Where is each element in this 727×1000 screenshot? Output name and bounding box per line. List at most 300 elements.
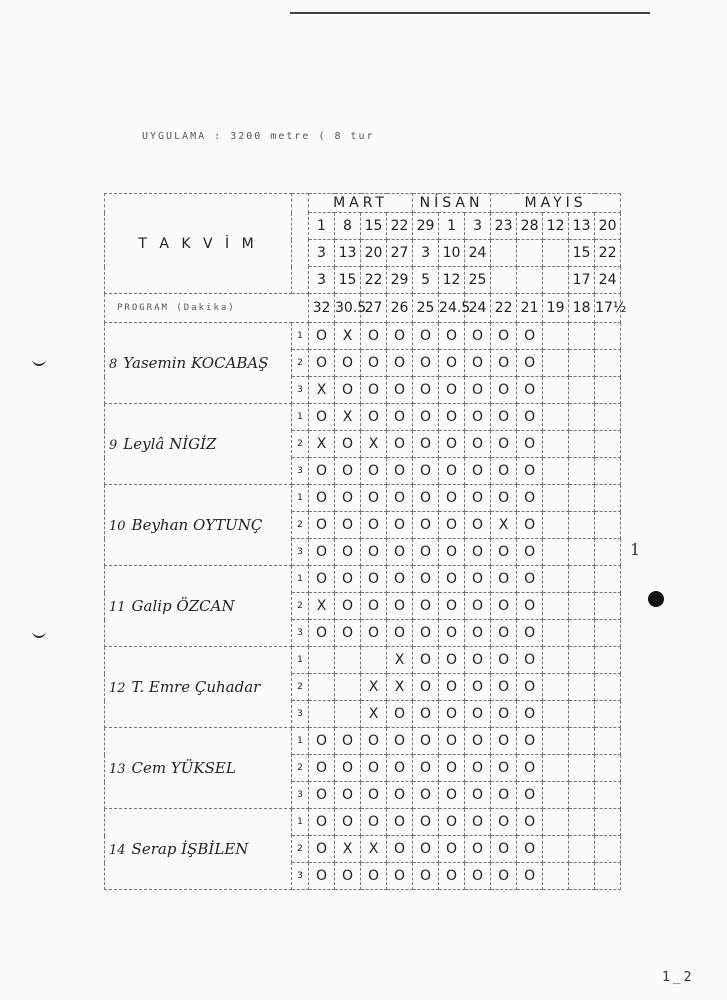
mark-cell: O: [439, 539, 465, 566]
mark-cell: [543, 647, 569, 674]
mark-cell: [569, 782, 595, 809]
mark-cell: O: [439, 755, 465, 782]
mark-cell: O: [517, 863, 543, 890]
mark-cell: O: [413, 350, 439, 377]
mark-cell: O: [465, 728, 491, 755]
program-row: [105, 294, 621, 323]
mark-cell: O: [309, 350, 335, 377]
mark-cell: [595, 323, 621, 350]
program-value: 22: [491, 294, 517, 323]
student-row: [105, 647, 621, 674]
student-name-cell: [105, 404, 292, 485]
mark-cell: O: [465, 782, 491, 809]
mark-cell: O: [361, 809, 387, 836]
mark-cell: O: [439, 647, 465, 674]
mark-cell: X: [309, 431, 335, 458]
mark-cell: O: [361, 728, 387, 755]
mark-cell: O: [465, 836, 491, 863]
mark-cell: O: [465, 755, 491, 782]
student-number: 9: [109, 438, 118, 453]
mark-cell: [543, 674, 569, 701]
program-value: 18: [569, 294, 595, 323]
attempt-index: 1: [292, 404, 309, 431]
mark-cell: [595, 674, 621, 701]
date-cell: 29: [413, 213, 439, 240]
mark-cell: O: [491, 728, 517, 755]
takvim-label: T A K V İ M: [105, 194, 292, 294]
mark-cell: O: [465, 620, 491, 647]
mark-cell: O: [413, 404, 439, 431]
mark-cell: [543, 431, 569, 458]
program-value: 19: [543, 294, 569, 323]
mark-cell: O: [517, 647, 543, 674]
student-row: [105, 404, 621, 431]
date-cell: [491, 267, 517, 294]
mark-cell: [595, 377, 621, 404]
mark-cell: O: [361, 620, 387, 647]
mark-cell: X: [361, 431, 387, 458]
mark-cell: [569, 701, 595, 728]
attempt-index: 3: [292, 620, 309, 647]
attempt-index: 1: [292, 566, 309, 593]
mark-cell: O: [361, 539, 387, 566]
mark-cell: O: [465, 323, 491, 350]
mark-cell: O: [491, 485, 517, 512]
mark-cell: [595, 782, 621, 809]
student-name: Cem YÜKSEL: [131, 759, 236, 777]
date-cell: 28: [517, 213, 543, 240]
student-name-cell: [105, 728, 292, 809]
mark-cell: O: [387, 404, 413, 431]
mark-cell: O: [439, 350, 465, 377]
mark-cell: O: [387, 566, 413, 593]
mark-cell: O: [387, 809, 413, 836]
student-number: 10: [109, 519, 126, 534]
mark-cell: O: [361, 566, 387, 593]
program-value: 26: [387, 294, 413, 323]
attempt-index: 2: [292, 512, 309, 539]
student-row: [105, 323, 621, 350]
mark-cell: O: [387, 593, 413, 620]
index-spacer: [292, 194, 309, 294]
date-cell: 13: [335, 240, 361, 267]
attempt-index: 1: [292, 728, 309, 755]
mark-cell: O: [439, 566, 465, 593]
attempt-index: 3: [292, 539, 309, 566]
mark-cell: O: [387, 323, 413, 350]
student-name: Leylâ NİGİZ: [123, 435, 217, 453]
date-cell: 3: [413, 240, 439, 267]
mark-cell: O: [465, 539, 491, 566]
mark-cell: O: [491, 701, 517, 728]
mark-cell: O: [465, 593, 491, 620]
mark-cell: O: [413, 782, 439, 809]
date-cell: 24: [465, 240, 491, 267]
mark-cell: O: [517, 674, 543, 701]
mark-cell: [569, 863, 595, 890]
mark-cell: O: [309, 458, 335, 485]
mark-cell: O: [335, 863, 361, 890]
mark-cell: O: [413, 539, 439, 566]
mark-cell: O: [309, 566, 335, 593]
attempt-index: 3: [292, 863, 309, 890]
mark-cell: [569, 620, 595, 647]
mark-cell: O: [517, 485, 543, 512]
mark-cell: O: [413, 566, 439, 593]
date-cell: 24: [595, 267, 621, 294]
mark-cell: O: [413, 485, 439, 512]
mark-cell: [543, 620, 569, 647]
mark-cell: O: [335, 728, 361, 755]
mark-cell: O: [387, 755, 413, 782]
attempt-index: 1: [292, 809, 309, 836]
student-name-cell: [105, 323, 292, 404]
mark-cell: O: [517, 809, 543, 836]
student-row: [105, 566, 621, 593]
mark-cell: O: [387, 836, 413, 863]
mark-cell: O: [387, 620, 413, 647]
mark-cell: [569, 539, 595, 566]
mark-cell: O: [361, 863, 387, 890]
student-name: Yasemin KOCABAŞ: [123, 354, 269, 372]
mark-cell: [569, 836, 595, 863]
mark-cell: [595, 566, 621, 593]
attempt-index: 2: [292, 755, 309, 782]
mark-cell: O: [491, 350, 517, 377]
mark-cell: [569, 647, 595, 674]
mark-cell: O: [335, 485, 361, 512]
student-name: Galip ÖZCAN: [131, 597, 235, 615]
mark-cell: O: [517, 512, 543, 539]
mark-cell: [569, 485, 595, 512]
mark-cell: O: [491, 458, 517, 485]
schedule-table: [104, 193, 627, 890]
mark-cell: O: [387, 350, 413, 377]
mark-cell: O: [335, 458, 361, 485]
program-value: 21: [517, 294, 543, 323]
mark-cell: O: [439, 377, 465, 404]
month-header: MART: [309, 194, 413, 213]
mark-cell: O: [413, 431, 439, 458]
mark-cell: O: [413, 809, 439, 836]
mark-cell: [543, 728, 569, 755]
mark-cell: [543, 485, 569, 512]
mark-cell: O: [465, 458, 491, 485]
student-number: 12: [109, 681, 126, 696]
mark-cell: [569, 323, 595, 350]
program-label: PROGRAM (Dakika): [105, 294, 309, 323]
date-cell: 3: [309, 240, 335, 267]
mark-cell: [595, 701, 621, 728]
mark-cell: O: [491, 377, 517, 404]
binder-hole-icon: [32, 356, 46, 366]
mark-cell: [543, 782, 569, 809]
mark-cell: O: [491, 404, 517, 431]
mark-cell: O: [439, 782, 465, 809]
mark-cell: [543, 512, 569, 539]
mark-cell: O: [491, 620, 517, 647]
mark-cell: O: [491, 566, 517, 593]
mark-cell: [569, 377, 595, 404]
program-value: 24.5: [439, 294, 465, 323]
student-name-cell: [105, 647, 292, 728]
mark-cell: O: [413, 647, 439, 674]
mark-cell: O: [309, 728, 335, 755]
mark-cell: O: [517, 377, 543, 404]
date-cell: 23: [491, 213, 517, 240]
mark-cell: X: [361, 674, 387, 701]
month-header: MAYIS: [491, 194, 621, 213]
mark-cell: O: [439, 863, 465, 890]
attempt-index: 2: [292, 431, 309, 458]
program-value: 27: [361, 294, 387, 323]
mark-cell: O: [309, 620, 335, 647]
date-cell: 15: [335, 267, 361, 294]
program-value: 24: [465, 294, 491, 323]
mark-cell: O: [439, 458, 465, 485]
student-number: 8: [109, 357, 118, 372]
mark-cell: O: [361, 782, 387, 809]
mark-cell: O: [387, 431, 413, 458]
mark-cell: O: [517, 323, 543, 350]
mark-cell: O: [491, 755, 517, 782]
mark-cell: [595, 458, 621, 485]
mark-cell: O: [335, 431, 361, 458]
mark-cell: O: [309, 782, 335, 809]
binder-hole-icon: [32, 628, 46, 638]
mark-cell: [595, 404, 621, 431]
date-cell: 25: [465, 267, 491, 294]
mark-cell: O: [439, 836, 465, 863]
mark-cell: [569, 674, 595, 701]
program-value: 30.5: [335, 294, 361, 323]
student-name: T. Emre Çuhadar: [131, 678, 261, 696]
mark-cell: O: [491, 647, 517, 674]
mark-cell: [543, 566, 569, 593]
date-cell: [491, 240, 517, 267]
mark-cell: O: [335, 593, 361, 620]
mark-cell: O: [309, 836, 335, 863]
mark-cell: O: [387, 782, 413, 809]
mark-cell: O: [465, 377, 491, 404]
mark-cell: [543, 323, 569, 350]
mark-cell: O: [387, 728, 413, 755]
mark-cell: O: [335, 620, 361, 647]
mark-cell: [595, 539, 621, 566]
mark-cell: [595, 728, 621, 755]
mark-cell: O: [387, 458, 413, 485]
page-title: UYGULAMA : 3200 metre ( 8 tur: [142, 131, 375, 142]
date-cell: 1: [439, 213, 465, 240]
mark-cell: [569, 566, 595, 593]
mark-cell: [595, 647, 621, 674]
attempt-index: 2: [292, 350, 309, 377]
date-cell: 12: [543, 213, 569, 240]
mark-cell: [595, 431, 621, 458]
side-note: 1: [630, 540, 641, 559]
mark-cell: [335, 701, 361, 728]
mark-cell: O: [491, 431, 517, 458]
mark-cell: O: [465, 647, 491, 674]
mark-cell: O: [335, 350, 361, 377]
student-number: 13: [109, 762, 126, 777]
mark-cell: O: [439, 404, 465, 431]
mark-cell: O: [465, 674, 491, 701]
mark-cell: [595, 350, 621, 377]
mark-cell: O: [439, 593, 465, 620]
mark-cell: [543, 809, 569, 836]
mark-cell: O: [387, 539, 413, 566]
mark-cell: O: [491, 539, 517, 566]
mark-cell: O: [517, 404, 543, 431]
attempt-index: 3: [292, 458, 309, 485]
student-row: [105, 809, 621, 836]
mark-cell: O: [413, 377, 439, 404]
mark-cell: O: [465, 431, 491, 458]
mark-cell: O: [439, 728, 465, 755]
mark-cell: O: [413, 701, 439, 728]
date-cell: [543, 240, 569, 267]
mark-cell: [595, 809, 621, 836]
date-cell: 22: [361, 267, 387, 294]
month-header: NİSAN: [413, 194, 491, 213]
date-cell: 22: [595, 240, 621, 267]
mark-cell: O: [413, 836, 439, 863]
mark-cell: [569, 512, 595, 539]
mark-cell: [543, 539, 569, 566]
mark-cell: O: [465, 809, 491, 836]
mark-cell: O: [361, 458, 387, 485]
mark-cell: O: [517, 458, 543, 485]
mark-cell: [595, 593, 621, 620]
attempt-index: 3: [292, 377, 309, 404]
program-value: 32: [309, 294, 335, 323]
mark-cell: X: [387, 647, 413, 674]
mark-cell: [309, 701, 335, 728]
mark-cell: [335, 647, 361, 674]
mark-cell: [543, 863, 569, 890]
mark-cell: O: [335, 782, 361, 809]
student-name: Serap İŞBİLEN: [131, 840, 249, 858]
mark-cell: [595, 836, 621, 863]
mark-cell: [569, 350, 595, 377]
mark-cell: O: [413, 323, 439, 350]
mark-cell: O: [491, 593, 517, 620]
mark-cell: [569, 809, 595, 836]
page-number: 1_2: [662, 970, 695, 985]
mark-cell: [569, 755, 595, 782]
mark-cell: O: [361, 377, 387, 404]
mark-cell: O: [309, 485, 335, 512]
date-cell: 20: [361, 240, 387, 267]
attempt-index: 3: [292, 701, 309, 728]
date-cell: 15: [569, 240, 595, 267]
mark-cell: O: [517, 620, 543, 647]
student-number: 11: [109, 600, 126, 615]
date-cell: 10: [439, 240, 465, 267]
mark-cell: O: [491, 323, 517, 350]
attendance-sheet: [104, 193, 627, 928]
mark-cell: O: [309, 323, 335, 350]
date-cell: 3: [465, 213, 491, 240]
mark-cell: O: [439, 620, 465, 647]
mark-cell: O: [413, 620, 439, 647]
mark-cell: X: [309, 593, 335, 620]
mark-cell: [543, 404, 569, 431]
attempt-index: 1: [292, 647, 309, 674]
date-cell: 27: [387, 240, 413, 267]
mark-cell: O: [335, 566, 361, 593]
student-row: [105, 728, 621, 755]
mark-cell: O: [413, 458, 439, 485]
mark-cell: O: [361, 485, 387, 512]
mark-cell: O: [439, 674, 465, 701]
student-number: 14: [109, 843, 126, 858]
mark-cell: O: [309, 863, 335, 890]
mark-cell: [569, 404, 595, 431]
date-cell: 3: [309, 267, 335, 294]
mark-cell: O: [309, 755, 335, 782]
mark-cell: O: [309, 404, 335, 431]
date-cell: [543, 267, 569, 294]
student-row: [105, 485, 621, 512]
mark-cell: O: [517, 539, 543, 566]
mark-cell: O: [413, 755, 439, 782]
attempt-index: 1: [292, 485, 309, 512]
mark-cell: [543, 458, 569, 485]
mark-cell: O: [439, 431, 465, 458]
mark-cell: O: [465, 701, 491, 728]
mark-cell: [335, 674, 361, 701]
mark-cell: [543, 593, 569, 620]
mark-cell: X: [335, 404, 361, 431]
date-cell: 17: [569, 267, 595, 294]
mark-cell: [595, 512, 621, 539]
mark-cell: O: [387, 485, 413, 512]
mark-cell: O: [517, 701, 543, 728]
date-cell: 5: [413, 267, 439, 294]
student-name-cell: [105, 485, 292, 566]
mark-cell: O: [413, 728, 439, 755]
mark-cell: X: [361, 836, 387, 863]
mark-cell: O: [439, 512, 465, 539]
mark-cell: [595, 620, 621, 647]
date-cell: [517, 267, 543, 294]
mark-cell: [543, 755, 569, 782]
student-name-cell: [105, 566, 292, 647]
mark-cell: O: [387, 512, 413, 539]
mark-cell: O: [309, 809, 335, 836]
attempt-index: 2: [292, 674, 309, 701]
mark-cell: O: [361, 350, 387, 377]
mark-cell: O: [387, 701, 413, 728]
date-cell: [517, 240, 543, 267]
mark-cell: O: [413, 863, 439, 890]
attempt-index: 3: [292, 782, 309, 809]
mark-cell: O: [465, 350, 491, 377]
mark-cell: O: [465, 512, 491, 539]
mark-cell: O: [491, 782, 517, 809]
mark-cell: O: [335, 377, 361, 404]
date-cell: 29: [387, 267, 413, 294]
mark-cell: [569, 728, 595, 755]
mark-cell: O: [439, 485, 465, 512]
mark-cell: [595, 485, 621, 512]
mark-cell: O: [309, 539, 335, 566]
mark-cell: O: [361, 755, 387, 782]
mark-cell: O: [335, 755, 361, 782]
mark-cell: X: [335, 323, 361, 350]
